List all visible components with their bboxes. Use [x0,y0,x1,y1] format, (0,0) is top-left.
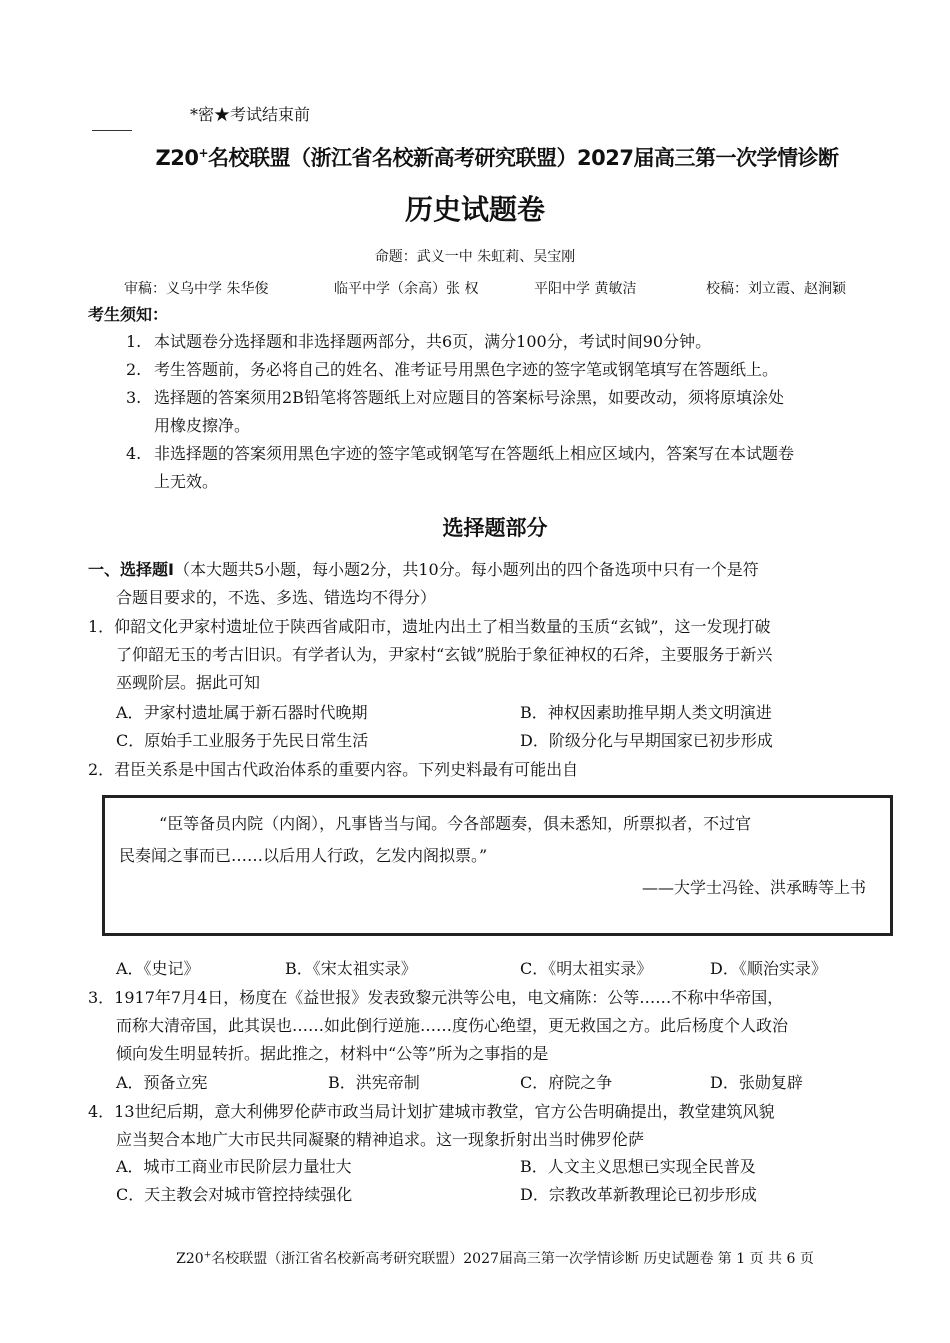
notice-item-1: 1. 本试题卷分选择题和非选择题两部分，共6页，满分100分，考试时间90分钟。 [126,332,712,351]
reviewers-line [124,278,846,298]
header-brand: Z20 [155,146,199,170]
q2-option-b: B．《宋太祖实录》 [285,959,417,978]
q2-option-d: D．《顺治实录》 [710,959,827,978]
notice-item-2: 2. 考生答题前，务必将自己的姓名、准考证号用黑色字迹的签字笔或钢笔填写在答题纸上。 [126,360,779,379]
q3-option-a: A．预备立宪 [116,1073,208,1092]
header-title-text: 名校联盟（浙江省名校新高考研究联盟）2027届高三第一次学情诊断 [208,146,839,170]
exam-header [92,142,902,172]
question-2-stem: 2．君臣关系是中国古代政治体系的重要内容。下列史料最有可能出自 [88,760,579,779]
q1-option-d: D．阶级分化与早期国家已初步形成 [520,731,773,750]
section-title: 选择题部分 [442,516,548,540]
authors-line: 命题：武义一中 朱虹莉、吴宝刚 [374,249,576,265]
proofreaders: 校稿：刘立霞、赵涧颖 [706,281,846,297]
header-brand-sup: + [198,146,209,160]
quote-source: ——大学士冯铨、洪承畴等上书 [641,878,866,897]
part1-instructions: 一、选择题Ⅰ（本大题共5小题，每小题2分，共10分。每小题列出的四个备选项中只有一个是符 合题目要求的，不选、多选、错选均不得分） [88,560,759,607]
notice-item-3: 3. 选择题的答案须用2B铅笔将答题纸上对应题目的答案标号涂黑，如要改动，须将原填涂处 用橡皮擦净。 [126,388,784,435]
q3-option-b: B．洪宪帝制 [328,1073,420,1092]
q3-option-d: D．张勋复辟 [710,1073,803,1092]
notice-heading: 考生须知： [88,305,169,324]
q2-source-quote-box [102,795,893,936]
reviewer-2: 临平中学（余高）张 权 [334,281,479,297]
q3-option-c: C．府院之争 [520,1073,613,1092]
page-footer: Z20+名校联盟（浙江省名校新高考研究联盟）2027届高三第一次学情诊断 历史试题卷 第 1 页 共 6 页 [176,1250,814,1267]
quote-line-1: “臣等备员内院（内阁），凡事皆当与闻。今各部题奏，俱未悉知，所票拟者，不过官 [159,814,752,833]
reviewer-1: 审稿：义乌中学 朱华俊 [124,281,269,297]
q1-option-b: B．神权因素助推早期人类文明演进 [520,703,772,722]
part1-label: 一、选择题Ⅰ [88,560,174,579]
top-rule [92,130,132,131]
question-1-stem: 1．仰韶文化尹家村遗址位于陕西省咸阳市，遗址内出土了相当数量的玉质“玄钺”，这一发现打破 了仰韶无玉的考古旧识。有学者认为，尹家村“玄钺”脱胎于象征神权的石斧，主要服务于新兴 巫觋阶层。据此可知 [88,617,773,692]
q2-option-a: A．《史记》 [116,959,200,978]
question-4-stem: 4．13世纪后期，意大利佛罗伦萨市政当局计划扩建城市教堂，官方公告明确提出，教堂建筑风貌 应当契合本地广大市民共同凝聚的精神追求。这一现象折射出当时佛罗伦萨 [88,1102,775,1149]
q4-option-b: B．人文主义思想已实现全民普及 [520,1157,756,1176]
reviewer-3: 平阳中学 黄敏洁 [534,281,637,297]
paper-title: 历史试题卷 [404,193,545,226]
q4-option-c: C．天主教会对城市管控持续强化 [116,1185,353,1204]
q1-option-a: A．尹家村遗址属于新石器时代晚期 [116,703,368,722]
q1-option-c: C．原始手工业服务于先民日常生活 [116,731,369,750]
question-3-stem: 3．1917年7月4日，杨度在《益世报》发表致黎元洪等公电，电文痛陈：公等……不称中华帝国， 而称大清帝国，此其误也……如此倒行逆施……度伤心绝望，更无救国之方。此后杨度个人政治 倾向发生明显转折。据此推之，材料中“公等”所为之事指的是 [88,988,789,1063]
confidential-label: *密★考试结束前 [190,105,311,124]
q4-option-a: A．城市工商业市民阶层力量壮大 [116,1157,352,1176]
q2-option-c: C．《明太祖实录》 [520,959,653,978]
notice-item-4: 4. 非选择题的答案须用黑色字迹的签字笔或钢笔写在答题纸上相应区域内，答案写在本试题卷 上无效。 [126,444,795,491]
quote-line-2: 民奏闻之事而已……以后用人行政，乞发内阁拟票。” [119,846,488,865]
q4-option-d: D．宗教改革新教理论已初步形成 [520,1185,757,1204]
